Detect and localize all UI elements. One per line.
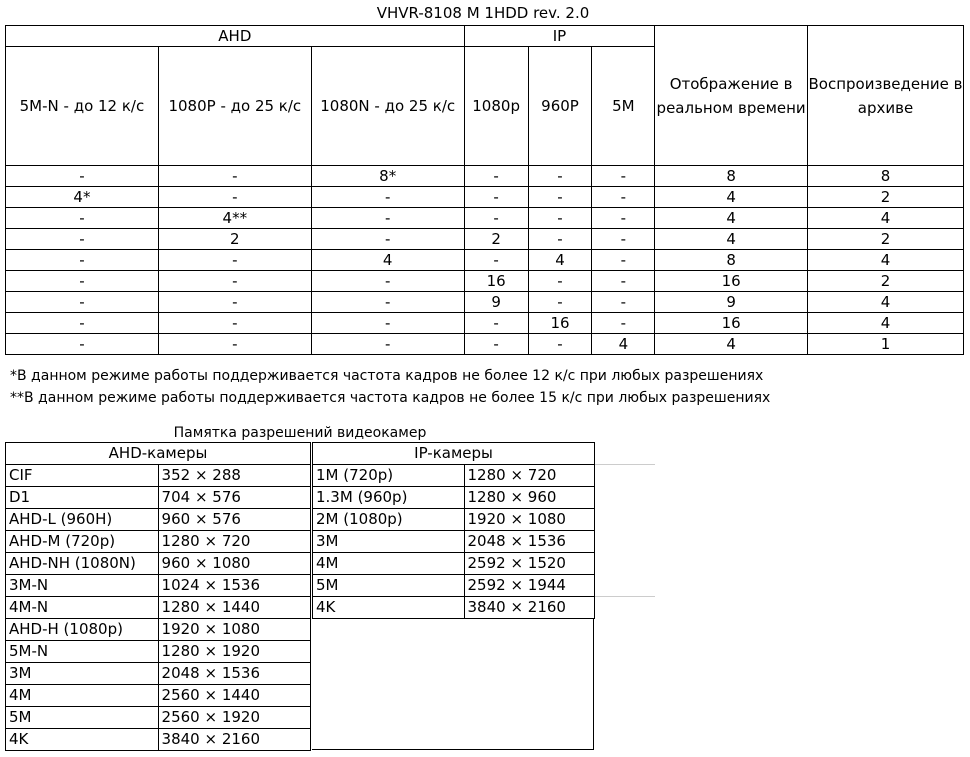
table-cell: - [311,208,464,229]
camera-format: 3M [6,663,159,685]
table-cell: 4 [808,292,964,313]
table-cell: - [158,250,311,271]
document-title: VHVR-8108 M 1HDD rev. 2.0 [376,4,590,22]
table-cell: - [592,313,655,334]
table-cell: - [464,187,528,208]
ahd-table-header: AHD-камеры [6,443,311,465]
ip-row [313,487,595,509]
table-cell: 4* [6,187,159,208]
camera-resolution: 2560 × 1440 [158,685,310,707]
table-cell: - [158,166,311,187]
table-cell: - [592,271,655,292]
ahd-row [6,707,311,729]
sub-header: 1080N - до 25 к/с [311,47,464,166]
table-cell: 2 [808,271,964,292]
table-cell: - [6,166,159,187]
table-cell: - [528,229,592,250]
ip-row [313,509,595,531]
table-cell: - [528,208,592,229]
ip-row [313,465,595,487]
table-cell: - [592,292,655,313]
table-cell: - [6,250,159,271]
table-cell: 4** [158,208,311,229]
table-cell: - [158,292,311,313]
table-cell: - [464,313,528,334]
ahd-row [6,641,311,663]
table-cell: - [6,292,159,313]
table-cell: - [592,229,655,250]
table-cell: 16 [528,313,592,334]
camera-resolution: 1024 × 1536 [158,575,310,597]
camera-format: 4M [313,553,465,575]
table-cell: 16 [655,313,808,334]
ip-row [313,553,595,575]
table-cell: - [464,208,528,229]
camera-format: 1M (720p) [313,465,465,487]
ahd-row [6,575,311,597]
table-cell: - [311,334,464,355]
table-cell: - [158,334,311,355]
table-cell: - [528,166,592,187]
camera-resolution: 3840 × 2160 [158,729,310,751]
table-cell: - [592,187,655,208]
ip-resolution-table [312,442,595,619]
table-cell: 4 [808,208,964,229]
camera-resolution: 1280 × 1920 [158,641,310,663]
sub-header: 1080p [464,47,528,166]
sub-header: 1080P - до 25 к/с [158,47,311,166]
camera-format: 3M-N [6,575,159,597]
table-cell: - [6,313,159,334]
camera-resolution: 1280 × 720 [158,531,310,553]
table-cell: - [464,250,528,271]
camera-resolution: 1920 × 1080 [158,619,310,641]
camera-format: 1.3M (960p) [313,487,465,509]
table-cell: 8 [655,166,808,187]
table-cell: - [311,271,464,292]
camera-format: 2M (1080p) [313,509,465,531]
ahd-row [6,729,311,751]
sub-header: 960P [528,47,592,166]
ahd-row [6,619,311,641]
table-cell: 9 [655,292,808,313]
camera-resolution: 704 × 576 [158,487,310,509]
camera-resolution: 2048 × 1536 [158,663,310,685]
camera-resolution: 2592 × 1520 [464,553,595,575]
table-row [6,187,964,208]
table-row [6,271,964,292]
table-cell: - [311,313,464,334]
camera-format: CIF [6,465,159,487]
camera-format: 4K [313,597,465,619]
mode-table [5,25,964,355]
camera-resolution: 1280 × 720 [464,465,595,487]
table-cell: - [592,166,655,187]
table-cell: 2 [158,229,311,250]
ip-row [313,531,595,553]
table-row [6,208,964,229]
ip-table-header: IP-камеры [313,443,595,465]
table-cell: - [464,334,528,355]
table-row [6,166,964,187]
ahd-row [6,597,311,619]
camera-format: AHD-H (1080p) [6,619,159,641]
table-cell: - [592,250,655,271]
table-cell: - [158,313,311,334]
table-cell: 4 [808,313,964,334]
camera-resolution: 3840 × 2160 [464,597,595,619]
table-cell: 4 [655,208,808,229]
camera-format: 5M [313,575,465,597]
divider [595,596,655,597]
footnote-1: *В данном режиме работы поддерживается частота кадров не более 12 к/с при любых разрешениях [10,368,764,384]
table-cell: 2 [808,187,964,208]
camera-format: 3M [313,531,465,553]
ahd-row [6,465,311,487]
table-cell: - [6,229,159,250]
group-ip-header: IP [464,26,655,47]
table-cell: - [528,187,592,208]
ahd-row [6,553,311,575]
group-ahd-header: AHD [6,26,465,47]
camera-resolution: 2592 × 1944 [464,575,595,597]
camera-format: AHD-M (720p) [6,531,159,553]
table-row [6,250,964,271]
playback-header: Воспроизведение в архиве [808,26,964,166]
sub-header: 5M-N - до 12 к/с [6,47,159,166]
table-cell: - [311,292,464,313]
table-cell: - [528,292,592,313]
ahd-row [6,487,311,509]
table-cell: 2 [464,229,528,250]
camera-format: 4M-N [6,597,159,619]
camera-resolution: 2048 × 1536 [464,531,595,553]
ip-row [313,575,595,597]
ahd-row [6,663,311,685]
table-cell: - [311,187,464,208]
divider [595,464,655,465]
table-row [6,229,964,250]
ahd-row [6,531,311,553]
table-cell: 9 [464,292,528,313]
realtime-header: Отображение в реальном времени [655,26,808,166]
footnote-2: **В данном режиме работы поддерживается частота кадров не более 15 к/с при любых разрешениях [10,390,771,406]
table-cell: - [6,271,159,292]
table-cell: 4 [592,334,655,355]
camera-format: AHD-NH (1080N) [6,553,159,575]
table-cell: 8 [655,250,808,271]
ip-table-empty-area [312,618,594,750]
camera-resolution: 1920 × 1080 [464,509,595,531]
table-cell: 4 [655,229,808,250]
camera-resolution: 1280 × 960 [464,487,595,509]
camera-resolution: 352 × 288 [158,465,310,487]
sub-header: 5M [592,47,655,166]
table-cell: - [592,208,655,229]
table-cell: - [528,334,592,355]
camera-resolution: 960 × 576 [158,509,310,531]
table-row [6,292,964,313]
table-cell: 4 [311,250,464,271]
table-cell: 8 [808,166,964,187]
camera-format: AHD-L (960H) [6,509,159,531]
table-cell: - [158,187,311,208]
camera-format: 5M [6,707,159,729]
table-cell: - [158,271,311,292]
table-cell: - [6,334,159,355]
table-row [6,334,964,355]
table-cell: 1 [808,334,964,355]
table-cell: - [528,271,592,292]
table-cell: - [311,229,464,250]
camera-resolution: 960 × 1080 [158,553,310,575]
table-cell: 16 [464,271,528,292]
memo-title: Памятка разрешений видеокамер [173,425,427,441]
table-cell: 8* [311,166,464,187]
ip-row [313,597,595,619]
table-cell: 2 [808,229,964,250]
table-cell: 4 [655,334,808,355]
table-cell: 16 [655,271,808,292]
camera-format: 4M [6,685,159,707]
table-cell: 4 [808,250,964,271]
table-cell: 4 [528,250,592,271]
table-cell: - [6,208,159,229]
camera-format: 5M-N [6,641,159,663]
table-cell: - [464,166,528,187]
ahd-row [6,509,311,531]
table-cell: 4 [655,187,808,208]
camera-format: 4K [6,729,159,751]
ahd-resolution-table [5,442,311,751]
camera-format: D1 [6,487,159,509]
ahd-row [6,685,311,707]
table-row [6,313,964,334]
camera-resolution: 1280 × 1440 [158,597,310,619]
camera-resolution: 2560 × 1920 [158,707,310,729]
